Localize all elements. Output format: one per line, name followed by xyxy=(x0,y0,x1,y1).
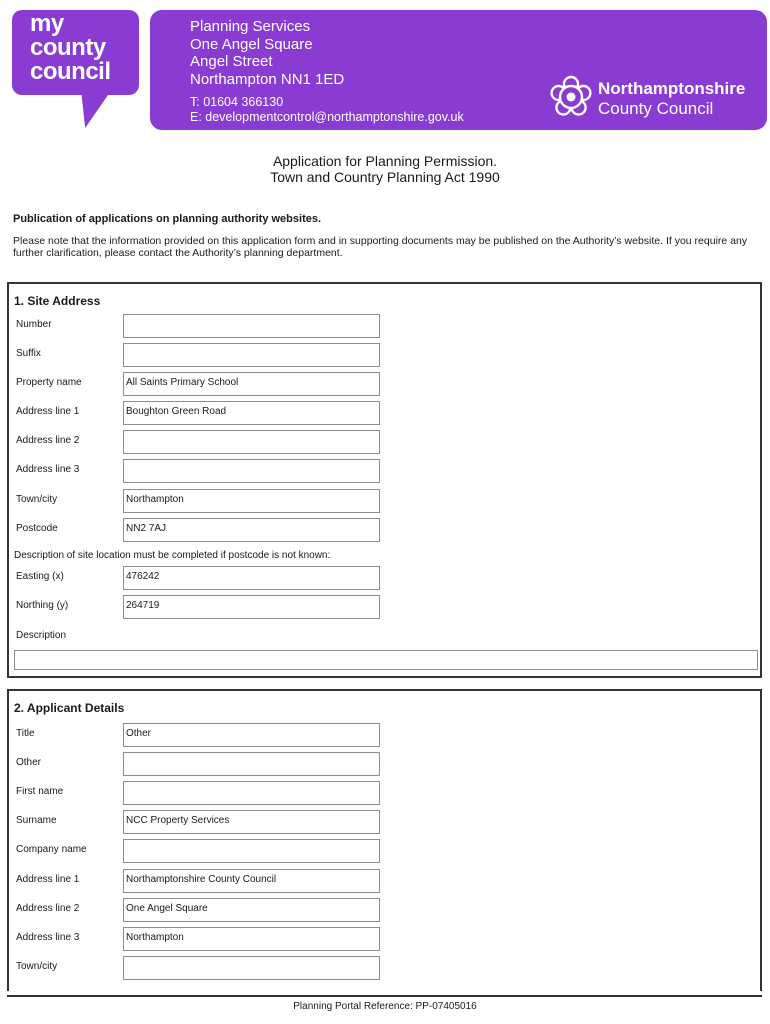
logo-line-3: council xyxy=(30,58,111,85)
number-input[interactable] xyxy=(123,314,380,338)
description-input[interactable] xyxy=(14,650,758,670)
field-row-town-city xyxy=(9,489,760,515)
field-label: Address line 1 xyxy=(16,406,80,417)
title-line-1: Application for Planning Permission. xyxy=(272,153,498,169)
field-label: Address line 3 xyxy=(16,464,80,475)
applicant-address-line-1-input[interactable]: Northamptonshire County Council xyxy=(123,869,380,893)
council-name-line-1: Northamptonshire xyxy=(598,79,746,98)
contact-details xyxy=(190,95,464,125)
email-address[interactable]: E: developmentcontrol@northamptonshire.gov.uk xyxy=(190,110,464,124)
section-title: 2. Applicant Details xyxy=(14,701,125,715)
logo-text xyxy=(30,12,130,84)
field-label: Title xyxy=(16,728,35,739)
council-name xyxy=(598,79,745,119)
easting-input[interactable]: 476242 xyxy=(123,566,380,590)
field-row-address-line-1 xyxy=(9,869,760,895)
field-row-address-line-2 xyxy=(9,430,760,456)
applicant-details-section xyxy=(7,689,762,991)
field-row-address-line-3 xyxy=(9,459,760,485)
logo-speech-tail xyxy=(75,88,113,128)
phone-number: T: 01604 366130 xyxy=(190,95,284,109)
site-address-section xyxy=(7,282,762,678)
title-input[interactable]: Other xyxy=(123,723,380,747)
address-line-1-input[interactable]: Boughton Green Road xyxy=(123,401,380,425)
applicant-town-city-input[interactable] xyxy=(123,956,380,980)
address-line: One Angel Square xyxy=(190,35,313,53)
surname-input[interactable]: NCC Property Services xyxy=(123,810,380,834)
property-name-input[interactable]: All Saints Primary School xyxy=(123,372,380,396)
company-name-input[interactable] xyxy=(123,839,380,863)
field-row-town-city xyxy=(9,956,760,982)
field-label: Easting (x) xyxy=(16,571,64,582)
field-row-company-name xyxy=(9,839,760,865)
address-line: Northampton NN1 1ED xyxy=(190,70,345,88)
location-note: Description of site location must be completed if postcode is not known: xyxy=(14,550,331,561)
tudor-rose-icon xyxy=(548,74,594,120)
field-row-northing xyxy=(9,595,760,621)
field-label: First name xyxy=(16,786,64,797)
field-label: Suffix xyxy=(16,348,41,359)
northing-input[interactable]: 264719 xyxy=(123,595,380,619)
field-label: Address line 2 xyxy=(16,903,80,914)
field-row-address-line-3 xyxy=(9,927,760,953)
field-label: Number xyxy=(16,319,52,330)
field-row-suffix xyxy=(9,343,760,369)
field-label: Surname xyxy=(16,815,57,826)
applicant-address-line-2-input[interactable]: One Angel Square xyxy=(123,898,380,922)
section-title: 1. Site Address xyxy=(14,294,101,308)
field-label: Address line 2 xyxy=(16,435,80,446)
publication-note: Please note that the information provided on this application form and in supporting documents may be published on the Authority’s website. If you require any further clarification, please contact the Authority’s planning department. xyxy=(13,235,748,259)
description-label: Description xyxy=(16,630,67,641)
field-label: Property name xyxy=(16,377,82,388)
field-row-address-line-2 xyxy=(9,898,760,924)
header-banner xyxy=(150,10,767,130)
field-label: Town/city xyxy=(16,961,58,972)
field-row-surname xyxy=(9,810,760,836)
logo-line-2: county xyxy=(30,34,106,61)
publication-heading: Publication of applications on planning authority websites. xyxy=(13,213,322,225)
logo-line-1: my xyxy=(30,10,64,37)
address-line-3-input[interactable] xyxy=(123,459,380,483)
field-label: Postcode xyxy=(16,523,58,534)
field-row-property-name xyxy=(9,372,760,398)
field-row-easting xyxy=(9,566,760,592)
address-line: Planning Services xyxy=(190,18,311,35)
suffix-input[interactable] xyxy=(123,343,380,367)
office-address xyxy=(190,18,344,88)
applicant-address-line-3-input[interactable]: Northampton xyxy=(123,927,380,951)
postcode-input[interactable]: NN2 7AJ xyxy=(123,518,380,542)
address-line: Angel Street xyxy=(190,53,273,70)
first-name-input[interactable] xyxy=(123,781,380,805)
field-label: Address line 3 xyxy=(16,932,80,943)
address-line-2-input[interactable] xyxy=(123,430,380,454)
field-label: Address line 1 xyxy=(16,874,80,885)
town-city-input[interactable]: Northampton xyxy=(123,489,380,513)
other-input[interactable] xyxy=(123,752,380,776)
field-row-address-line-1 xyxy=(9,401,760,427)
council-name-line-2: County Council xyxy=(598,99,714,118)
field-row-title xyxy=(9,723,760,749)
title-line-2: Town and Country Planning Act 1990 xyxy=(270,169,500,185)
field-label: Town/city xyxy=(16,494,58,505)
field-row-first-name xyxy=(9,781,760,807)
field-label: Company name xyxy=(16,844,87,855)
field-row-other xyxy=(9,752,760,778)
page-bottom-rule xyxy=(7,995,762,997)
portal-reference: Planning Portal Reference: PP-07405016 xyxy=(293,1001,477,1012)
field-row-postcode xyxy=(9,518,760,544)
field-row-number xyxy=(9,314,760,340)
field-label: Other xyxy=(16,757,42,768)
field-label: Northing (y) xyxy=(16,600,69,611)
page-title xyxy=(0,153,770,185)
